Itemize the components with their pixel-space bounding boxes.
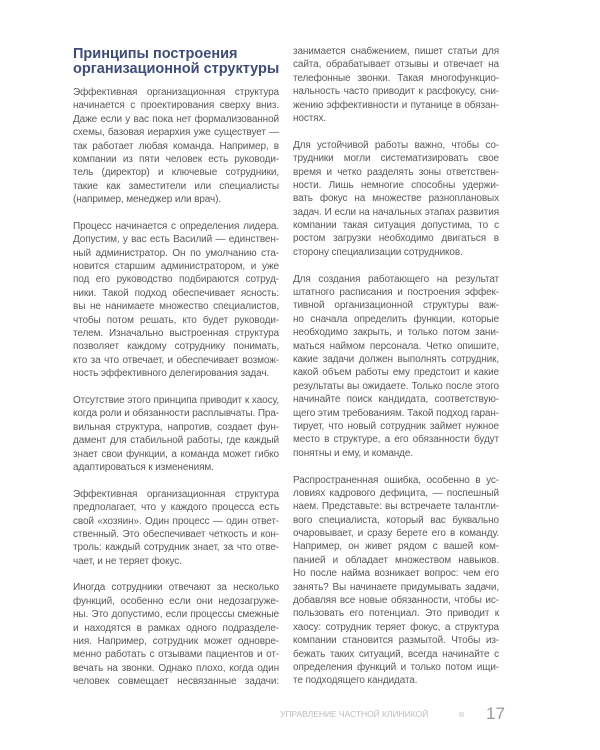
text-line: тивной организационной структуры важ-: [293, 300, 499, 312]
text-line: сайта, обрабатывает отзывы и отвечает на: [293, 59, 499, 71]
text-line: наем. Представьте: вы встречаете талантли-: [293, 501, 499, 513]
text-line: занять? Вы начинаете придумывать задачи,: [293, 581, 499, 593]
text-line: ростом загрузки необходимо двигаться в: [293, 233, 499, 245]
section-heading-line: Принципы построения: [73, 46, 238, 62]
text-line: сторону специализации сотрудников.: [293, 246, 463, 258]
text-line: (например, менеджер или врач).: [73, 194, 221, 206]
text-line: панией и обладает множеством навыков.: [293, 554, 499, 566]
text-line: понятны и ему, и команде.: [293, 447, 413, 459]
right-text-column: [293, 45, 499, 701]
text-line: Отсутствие этого принципа приводит к хаосу,: [73, 394, 279, 406]
text-line: Иногда сотрудники отвечают за несколько: [73, 582, 279, 594]
text-line: компании из пяти человек есть руководи-: [73, 153, 279, 165]
text-line: хаосу: сотрудник теряет фокус, а структура: [293, 621, 499, 633]
section-heading: [73, 47, 293, 77]
text-line: задач. И если на начальных этапах развития: [293, 206, 499, 218]
text-line: пользовать его потенциал. Это приводит к: [293, 608, 499, 620]
text-line: компании становится размытой. Чтобы из-: [293, 635, 499, 647]
paragraph: [293, 474, 499, 688]
text-line: вого специалиста, который вас буквально: [293, 514, 499, 526]
running-title: УПРАВЛЕНИЕ ЧАСТНОЙ КЛИНИКОЙ: [280, 709, 429, 719]
text-line: и находятся в рамках одного подразделе-: [73, 622, 279, 634]
footer-square-ornament: [459, 712, 464, 717]
text-line: бежать таких ситуаций, всегда начинайте с: [293, 648, 499, 660]
text-line: компании такая ситуация допустима, то с: [293, 220, 499, 232]
text-line: предполагает, что у каждого процесса есть: [73, 502, 279, 514]
text-line: Допустим, у вас есть Василий — единствен-: [73, 234, 279, 246]
text-line: такие как заместители или специалисты: [73, 180, 279, 192]
text-line: кто за что отвечает, и обеспечивает возмож-: [73, 354, 279, 366]
text-line: штатного расписания и построения эффек-: [293, 287, 499, 299]
paragraph: [73, 220, 279, 381]
text-line: ния. Например, сотрудник может одновре-: [73, 636, 279, 648]
text-line: так работает любая команда. Например, в: [73, 140, 279, 152]
text-line: очаровывает, и сразу берете его в команду.: [293, 528, 499, 540]
text-line: начинайте поиск кандидата, соответствую-: [293, 394, 499, 406]
text-line: но сначала определить функции, которые: [293, 313, 499, 325]
text-line: менно работать с отзывами пациентов и от-: [73, 649, 279, 661]
text-line: Процесс начинается с определения лидера.: [73, 220, 279, 232]
paragraph: [73, 394, 279, 474]
text-line: под его руководство подбираются сотруд-: [73, 274, 279, 286]
paragraph: [293, 45, 499, 125]
text-line: новится старшим администратором, и уже: [73, 261, 279, 273]
paragraph: [73, 581, 279, 688]
text-line: результаты вы ожидаете. Только после этого: [293, 380, 499, 392]
text-line: Эффективная организационная структура: [73, 87, 279, 98]
text-line: адаптироваться к изменениям.: [73, 461, 214, 473]
paragraph: [73, 86, 279, 207]
text-line: Например, он живет рядом с вашей ком-: [293, 541, 499, 553]
text-line: схемы, базовая иерархия уже существует —: [73, 127, 279, 139]
text-line: телефонные звонки. Такая многофункцио-: [293, 72, 499, 84]
text-line: определения функций и только потом ищи-: [293, 661, 499, 673]
text-line: чает, и не теряет фокус.: [73, 555, 182, 567]
text-line: ственный. Это обеспечивает четкость и кон-: [73, 528, 279, 540]
paragraph: [293, 273, 499, 460]
text-line: ны. Это допустимо, если процессы смежные: [73, 609, 279, 621]
text-line: Для устойчивой работы важно, чтобы со-: [293, 139, 499, 151]
text-line: телем. Изначально выстроенная структура: [73, 328, 279, 340]
paragraph: [73, 488, 279, 568]
text-line: ный администратор. Он по умолчанию ста-: [73, 247, 279, 259]
text-line: нальность часто приводит к расфокусу, сни-: [293, 86, 499, 98]
text-line: ности. Лишь немногие способны удержи-: [293, 179, 499, 191]
text-line: человек совмещает несвязанные задачи:: [73, 676, 279, 688]
text-line: те подходящего кандидата.: [293, 675, 418, 687]
text-line: вы не нанимаете множество специалистов,: [73, 301, 279, 313]
text-line: Эффективная организационная структура: [73, 488, 279, 500]
text-line: когда роли и обязанности расплывчаты. Пра-: [73, 408, 279, 420]
paragraph: [293, 139, 499, 260]
left-text-column: [73, 86, 279, 702]
text-line: вечать на звонки. Однако плохо, когда один: [73, 662, 279, 674]
text-line: ность эффективного делегирования задач.: [73, 368, 270, 380]
text-line: занимается снабжением, пишет статьи для: [293, 46, 499, 57]
text-line: добавляя все новые обязанности, чтобы ис-: [293, 595, 499, 607]
text-line: функций, особенно если они недозагруже-: [73, 595, 279, 607]
page-number: 17: [486, 704, 505, 723]
text-line: трудники могли систематизировать свое: [293, 153, 499, 165]
text-line: какие задачи должен выполнять сотрудник,: [293, 353, 499, 365]
text-line: тирует, что новый сотрудник займет нужное: [293, 420, 499, 432]
text-line: свой «хозяин». Один процесс — один ответ-: [73, 515, 279, 527]
text-line: Для создания работающего на результат: [293, 273, 499, 285]
text-line: ностях.: [293, 112, 327, 124]
text-line: Даже если у вас пока нет формализованной: [73, 113, 279, 125]
text-line: позволяет каждому сотруднику понимать,: [73, 341, 279, 353]
text-line: Но после найма возникает вопрос: чем его: [293, 568, 499, 580]
text-line: чтобы потом решать, кто будет руководи-: [73, 314, 279, 326]
section-heading-line: организационной структуры: [73, 61, 280, 77]
text-line: знает свои функции, а команда может гибко: [73, 448, 279, 460]
text-line: Распространенная ошибка, особенно в ус-: [293, 474, 499, 486]
text-line: какой объем работы ему предстоит и какие: [293, 367, 499, 379]
text-line: начинается с проектирования сверху вниз.: [73, 100, 279, 112]
text-line: троль: каждый сотрудник знает, за что отве-: [73, 542, 279, 554]
text-line: тель (директор) и ключевые сотрудники,: [73, 167, 279, 179]
text-line: маться наймом персонала. Четко опишите,: [293, 340, 499, 352]
text-line: ловиях кадрового дефицита, — поспешный: [293, 487, 499, 499]
text-line: необходимо закрыть, и только потом зани-: [293, 327, 499, 339]
text-line: дамент для стабильной работы, где каждый: [73, 435, 279, 447]
text-line: жению эффективности и путанице в обязан-: [293, 99, 499, 111]
text-line: ники. Такой подход обеспечивает ясность:: [73, 287, 279, 299]
text-line: место в структуре, а его обязанности будут: [293, 434, 499, 446]
text-line: вать фокус на множестве разноплановых: [293, 193, 499, 205]
text-line: щего этим требованиям. Такой подход гаран-: [293, 407, 499, 419]
text-line: вильная структура, напротив, создает фун-: [73, 421, 279, 433]
text-line: время и четко разделять зоны ответствен-: [293, 166, 499, 178]
